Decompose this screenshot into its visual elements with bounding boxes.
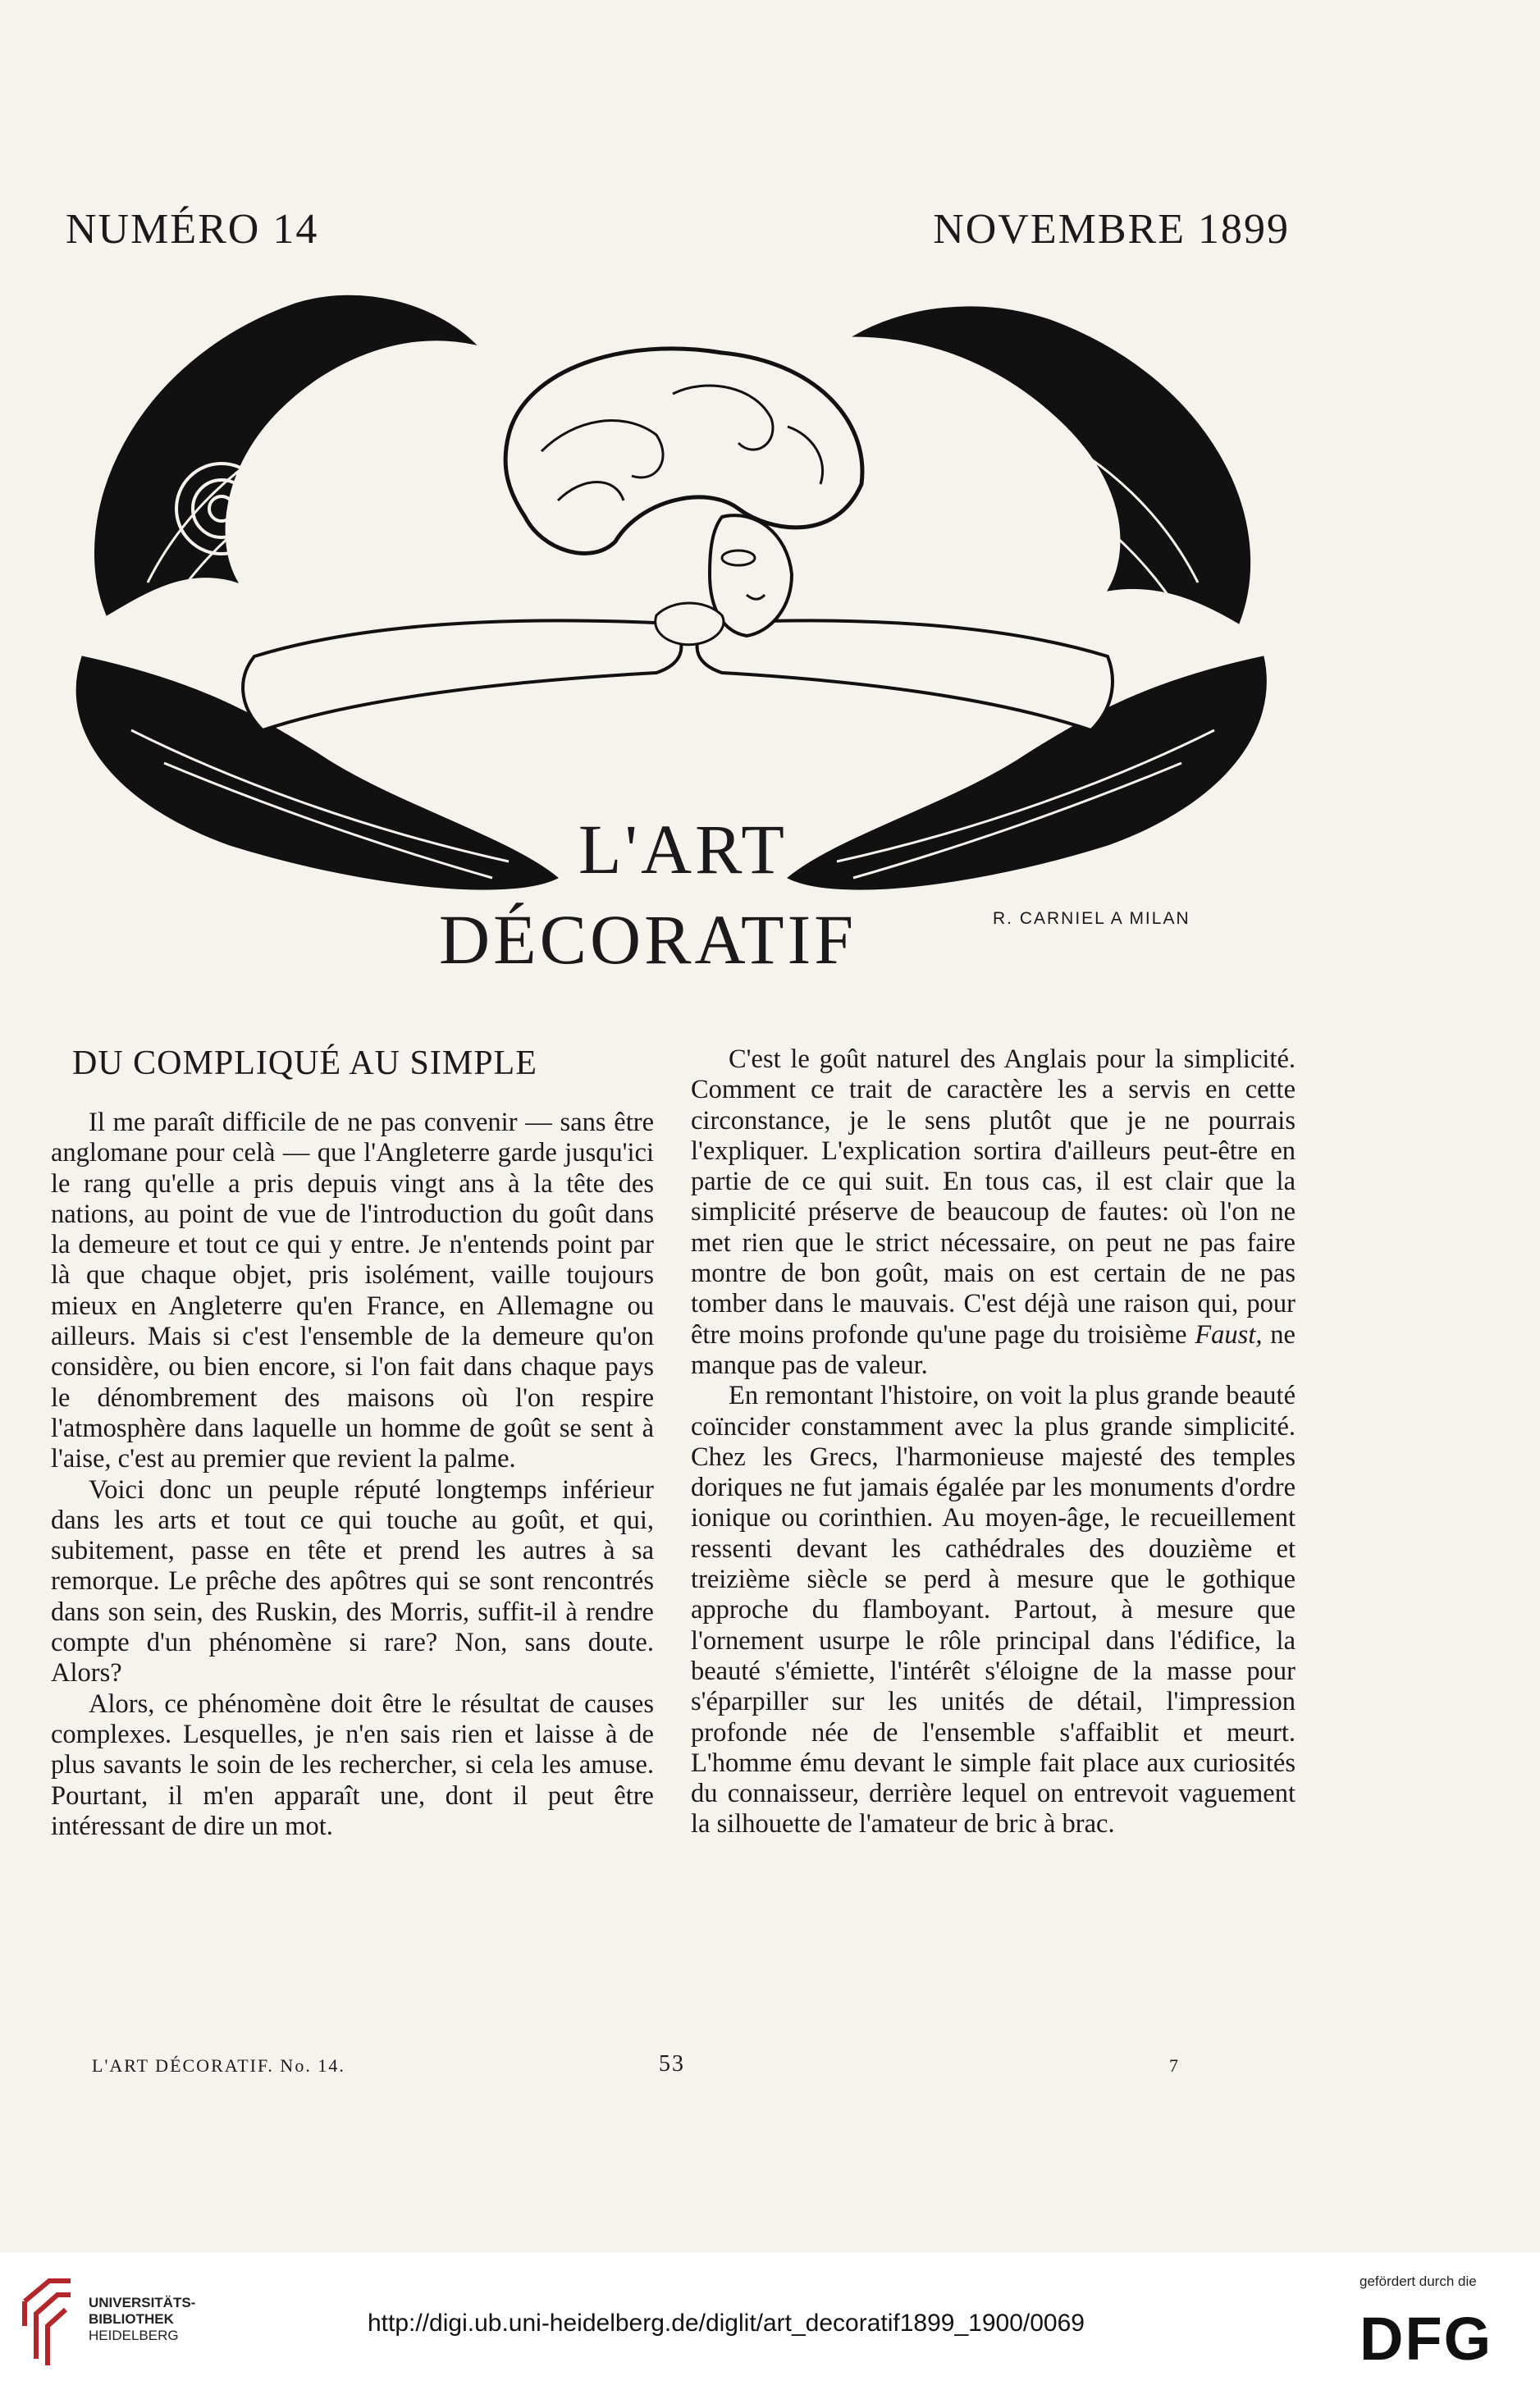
university-library-logo[interactable] xyxy=(16,2269,75,2371)
emphasis-faust: Faust, xyxy=(1195,1319,1263,1350)
paragraph-text: ne manque pas de valeur. xyxy=(691,1319,1296,1380)
dfg-logo[interactable]: DFG xyxy=(1359,2305,1493,2373)
paragraph: En remontant l'histoire, on voit la plus grande beauté coïncider constamment avec la plus grande simplicité. Chez les Grecs, l'harmonieuse majesté des temples doriques ne fut jamais égalée par les monuments d'ordre ionique ou corinthien. Au moyen-âge, le recueillement ressenti devant les cathédrales des douzième et treizième siècle se perd à mesure que le gothique approche du flamboyant. Partout, à mesure que l'ornement usurpe le rôle principal dans l'édifice, la beauté s'émiette, l'intérêt s'éloigne de la masse pour s'éparpiller sur les unités de détail, l'impression profonde née de l'ensemble s'affaiblit et meurt. L'homme ému devant le simple fait place aux curiosités du connaisseur, derrière lequel on entrevoit vaguement la silhouette de l'amateur de bric à brac. xyxy=(691,1381,1296,1839)
issue-date: NOVEMBRE 1899 xyxy=(933,206,1290,253)
text-column-right xyxy=(691,1044,1296,1840)
text-column-left xyxy=(51,1108,654,1842)
footer-journal: L'ART DÉCORATIF. No. 14. xyxy=(92,2055,345,2076)
university-library-name xyxy=(89,2295,195,2344)
article-heading: DU COMPLIQUÉ AU SIMPLE xyxy=(72,1044,537,1082)
paragraph: Alors, ce phénomène doit être le résultat de causes complexes. Lesquelles, je n'en sais rien et laisse à de plus savants le soin de les rechercher, si cela les amuse. Pourtant, il m'en apparaît une, dont il peut être intéressant de dire un mot. xyxy=(51,1689,654,1841)
library-line: UNIVERSITÄTS- xyxy=(89,2295,196,2310)
artist-credit: R. CARNIEL A MILAN xyxy=(993,909,1190,928)
paragraph: Voici donc un peuple réputé longtemps inférieur dans les arts et tout ce qui touche au goût, et qui, subitement, passe en tête et prend les autres à sa remorque. Le prêche des apôtres qui se sont rencontrés dans son sein, des Ruskin, des Morris, suffit-il à rendre compte d'un phénomène si rare? Non, sans doute. Alors? xyxy=(51,1474,654,1689)
paragraph: Il me paraît difficile de ne pas convenir — sans être anglomane pour celà — que l'Angleterre garde jusqu'ici le rang qu'elle a pris depuis vingt ans à la tête des nations, au point de vue de l'introduction du goût dans la demeure et tout ce qui y entre. Je n'entends point par là que chaque objet, pris isolément, vaille toujours mieux en Angleterre qu'en France, en Allemagne ou ailleurs. Mais si c'est l'ensemble de la demeure qu'on considère, ou bien encore, si l'on fait dans chaque pays le dénombrement des maisons où l'on respire l'atmosphère dans laquelle un homme de goût se sent à l'aise, c'est au premier que revient la palme. xyxy=(51,1108,654,1474)
paragraph-text: C'est le goût naturel des Anglais pour la simplicité. Comment ce trait de caractère les a servis en cette circonstance, je le sens plutôt que je ne pourrais l'expliquer. L'explication sortira d'ailleurs peut-être en partie de ce qui suit. En tous cas, il est clair que la simplicité préserve de beaucoup de fautes: où l'on ne met rien que le strict nécessaire, on peut ne pas faire montre de bon goût, mais on est certain de ne pas tomber dans le mauvais. C'est déjà une raison qui, pour être moins profonde qu'une page du troisième xyxy=(691,1044,1296,1350)
page-number: 53 xyxy=(659,2051,685,2077)
funding-caption: gefördert durch die xyxy=(1359,2273,1477,2289)
permalink-url[interactable]: http://digi.ub.uni-heidelberg.de/diglit/art_decoratif1899_1900/0069 xyxy=(368,2310,1085,2337)
library-line: HEIDELBERG xyxy=(89,2328,179,2343)
journal-title-line2: DÉCORATIF xyxy=(439,900,857,979)
library-line: BIBLIOTHEK xyxy=(89,2311,174,2327)
paragraph xyxy=(691,1044,1296,1381)
issue-number: NUMÉRO 14 xyxy=(66,206,319,253)
journal-title-line1: L'ART xyxy=(578,810,788,889)
signature-mark: 7 xyxy=(1169,2055,1180,2076)
